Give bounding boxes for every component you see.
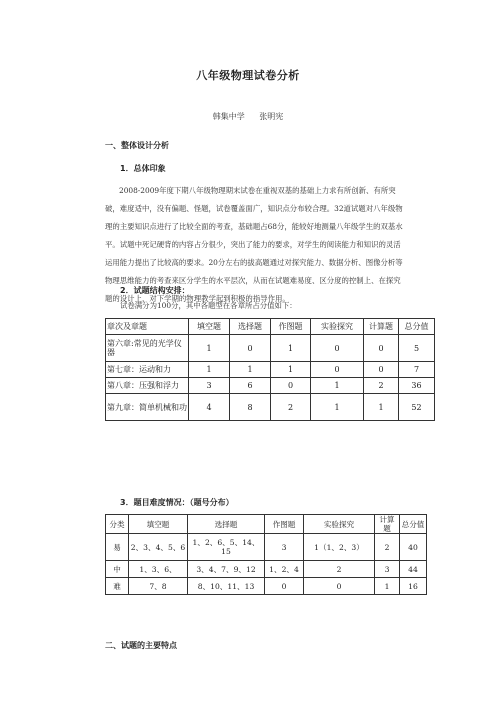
table-cell: 6 xyxy=(230,378,271,394)
table-cell: 第六章:常见的光学仪器 xyxy=(106,335,189,362)
table-cell: 8、10、11、13 xyxy=(188,578,265,595)
header-cell: 作图题 xyxy=(271,319,311,335)
table-row xyxy=(106,394,435,421)
document-title: 八年级物理试卷分析 xyxy=(196,69,300,82)
chapter-score-table xyxy=(105,318,435,421)
table-cell: 2 xyxy=(364,378,399,394)
subheading-structure: 2．试题结构安排： xyxy=(120,286,190,295)
table-cell: 4 xyxy=(189,394,230,421)
table-cell: 1、2、6、5、14、15 xyxy=(188,534,265,561)
header-cell: 实验探究 xyxy=(311,319,364,335)
header-cell: 选择题 xyxy=(230,319,271,335)
table-cell: 1 xyxy=(189,335,230,362)
table-cell: 0 xyxy=(311,335,364,362)
table-cell: 易 xyxy=(106,534,129,561)
table-header-row xyxy=(106,319,435,335)
subheading-difficulty: 3．题目难度情况：（题号分布） xyxy=(120,498,234,507)
table-row xyxy=(106,561,427,578)
table-cell: 难 xyxy=(106,578,129,595)
header-cell: 章次及章题 xyxy=(106,319,189,335)
table-row xyxy=(106,378,435,394)
table-cell: 36 xyxy=(399,378,435,394)
section-heading-1: 一、整体设计分析 xyxy=(105,141,169,150)
table-row xyxy=(106,362,435,378)
table-cell: 7、8 xyxy=(129,578,188,595)
subheading-overall: 1．总体印象 xyxy=(120,164,166,173)
table-cell: 1、3、6、 xyxy=(129,561,188,578)
difficulty-table xyxy=(105,514,427,595)
table-cell: 1、2、4 xyxy=(265,561,304,578)
table-cell: 1 xyxy=(189,362,230,378)
header-cell: 作图题 xyxy=(265,515,304,534)
table-cell: 0 xyxy=(271,378,311,394)
table-cell: 1 xyxy=(311,378,364,394)
table-cell: 0 xyxy=(265,578,304,595)
table-cell: 1 xyxy=(311,394,364,421)
table-cell: 52 xyxy=(399,394,435,421)
table-cell: 2、3、4、5、6 xyxy=(129,534,188,561)
table-cell: 中 xyxy=(106,561,129,578)
table-cell: 7 xyxy=(399,362,435,378)
table-cell: 3、4、7、9、12 xyxy=(188,561,265,578)
table-cell: 1 xyxy=(364,394,399,421)
table-cell: 1 xyxy=(230,362,271,378)
header-cell: 计算题 xyxy=(364,319,399,335)
overall-paragraph-text: 2008-2009年度下期八年级物理期末试卷在重视双基的基础上力求有所创新、有所突破，难度适中，没有偏题、怪题，试卷覆盖面广，知识点分布较合理。32道试题对八年级物理的主要知识点进行了比较全面的考查，基础题占68分，能较好地测量八年级学生的双基水平。试题中死记硬背的内容占分很少，突出了能力的要求，对学生的阅读能力和知识的灵活运用能力提出了比较高的要求。20分左右的拔高题通过对探究能力、数据分析、图像分析等物理思维能力的考查来区分学生的水平层次，从而在试题难易度、区分度的控制上、在探究题的设计上，对下学期的物理教学起到积极的指导作用。 xyxy=(105,186,403,303)
table-cell: 1 xyxy=(375,578,400,595)
table-cell: 1（1、2、3） xyxy=(304,534,375,561)
table-cell: 5 xyxy=(399,335,435,362)
header-cell: 总分值 xyxy=(400,515,427,534)
table-cell: 44 xyxy=(400,561,427,578)
table-cell: 3 xyxy=(265,534,304,561)
table-cell: 第九章：简单机械和功 xyxy=(106,394,189,421)
table-row xyxy=(106,534,427,561)
table-row xyxy=(106,335,435,362)
header-cell: 选择题 xyxy=(188,515,265,534)
table-cell: 3 xyxy=(375,561,400,578)
table-cell: 1 xyxy=(271,362,311,378)
header-cell: 分类 xyxy=(106,515,129,534)
table-header-row xyxy=(106,515,427,534)
table-cell: 0 xyxy=(364,362,399,378)
table-cell: 16 xyxy=(400,578,427,595)
author-school: 韩集中学 xyxy=(212,112,245,121)
table-cell: 2 xyxy=(304,561,375,578)
table-cell: 0 xyxy=(230,335,271,362)
header-cell: 总分值 xyxy=(399,319,435,335)
header-cell: 计算题 xyxy=(375,515,400,534)
table-cell: 40 xyxy=(400,534,427,561)
table-cell: 2 xyxy=(271,394,311,421)
header-cell: 填空题 xyxy=(189,319,230,335)
header-cell: 实验探究 xyxy=(304,515,375,534)
table-cell: 第七章：运动和力 xyxy=(106,362,189,378)
table-cell: 0 xyxy=(311,362,364,378)
table-cell: 第八章：压强和浮力 xyxy=(106,378,189,394)
structure-intro: 试卷满分为100分，其中各题型在各章所占分值如下： xyxy=(120,301,297,310)
table-cell: 8 xyxy=(230,394,271,421)
header-cell: 填空题 xyxy=(129,515,188,534)
author-name: 张明宪 xyxy=(259,112,284,121)
table-cell: 3 xyxy=(189,378,230,394)
author-line xyxy=(0,111,496,122)
table-row xyxy=(106,578,427,595)
table-cell: 0 xyxy=(364,335,399,362)
section-heading-2: 二、试题的主要特点 xyxy=(105,641,177,650)
table-cell: 2 xyxy=(375,534,400,561)
table-cell: 0 xyxy=(304,578,375,595)
table-cell: 1 xyxy=(271,335,311,362)
